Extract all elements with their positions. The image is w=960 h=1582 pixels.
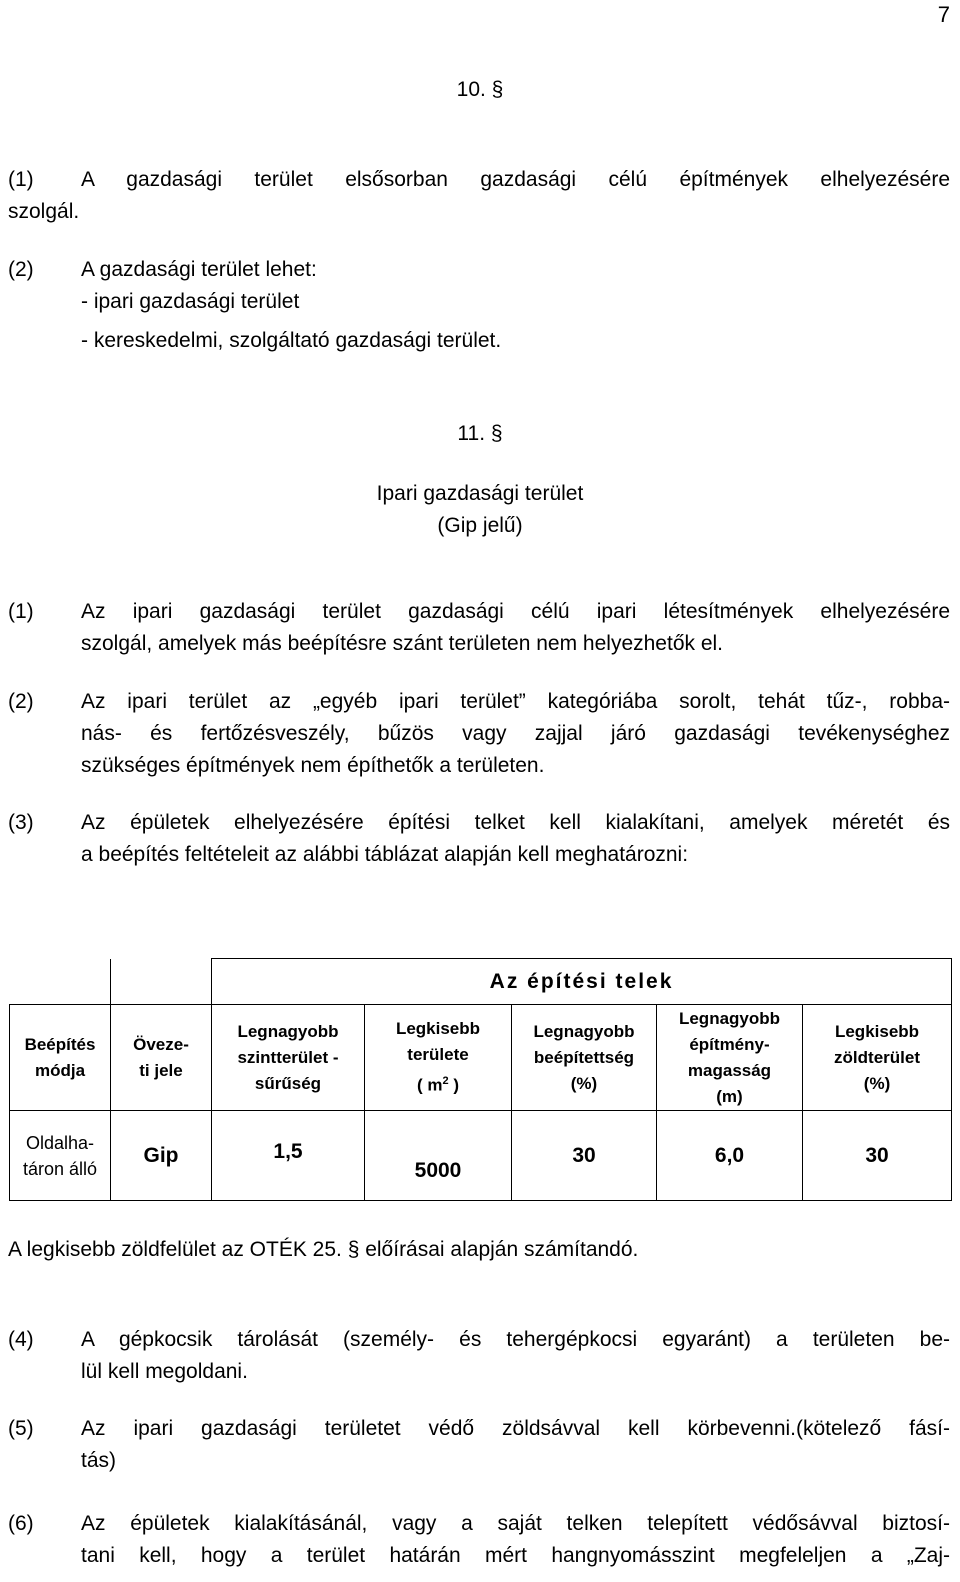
s11-p2-line1: Az ipari terület az „egyéb ipari terület” kategóriába sorolt, tehát tűz-, robba-: [81, 690, 950, 713]
col-header-min-green: Legkisebb zöldterület (%): [803, 1005, 952, 1111]
p5-line2: tás): [81, 1449, 117, 1472]
s11-p3-line1: Az épületek elhelyezésére építési telket kell kialakítani, amelyek méretét és: [81, 811, 950, 834]
s11-p2-line2: nás- és fertőzésveszély, bűzös vagy zajjal járó gazdasági tevékenységhez: [81, 722, 950, 745]
p4-line2: lül kell megoldani.: [81, 1360, 248, 1383]
cell-zone: Gip: [111, 1111, 212, 1201]
p6-line2: tani kell, hogy a terület határán mért hangnyomásszint megfeleljen a „Zaj-: [81, 1544, 950, 1567]
cell-density: 1,5: [212, 1111, 365, 1201]
page-number: 7: [937, 2, 950, 27]
s11-p2-line3: szükséges építmények nem építhetők a területen.: [81, 754, 545, 777]
p6-num: (6): [8, 1512, 34, 1535]
col-header-min-area: Legkisebb területe ( $m^2$ ): [365, 1005, 512, 1111]
p5-line1: Az ipari gazdasági területet védő zöldsávval kell körbevenni.(kötelező fásí-: [81, 1417, 950, 1440]
cell-max-height: 6,0: [657, 1111, 803, 1201]
s10-p2-num: (2): [8, 258, 34, 281]
s10-p2-line1: A gazdasági terület lehet:: [81, 258, 317, 281]
p4-line1: A gépkocsik tárolását (személy- és tehergépkocsi egyaránt) a területen be-: [81, 1328, 950, 1351]
s11-p1-num: (1): [8, 600, 34, 623]
cell-min-area: 5000: [365, 1111, 512, 1201]
s11-p2-num: (2): [8, 690, 34, 713]
section-11-title: 11. §: [457, 422, 503, 445]
s11-p1-line2: szolgál, amelyek más beépítésre szánt területen nem helyezhetők el.: [81, 632, 724, 655]
cell-max-coverage: 30: [512, 1111, 657, 1201]
table-group-header: Az építési telek: [212, 959, 952, 1005]
s11-p1-line1: Az ipari gazdasági terület gazdasági célú ipari létesítmények elhelyezésére: [81, 600, 950, 623]
section-11-subtitle: Ipari gazdasági terület: [376, 482, 584, 505]
col-header-max-coverage: Legnagyobb beépítettség (%): [512, 1005, 657, 1111]
s10-p2-item2: - kereskedelmi, szolgáltató gazdasági terület.: [81, 329, 502, 352]
cell-min-green: 30: [803, 1111, 952, 1201]
col-header-density: Legnagyobb szintterület - sűrűség: [212, 1005, 365, 1111]
s11-p3-line2: a beépítés feltételeit az alábbi táblázat alapján kell meghatározni:: [81, 843, 689, 866]
p6-line1: Az épületek kialakításánál, vagy a saját telken telepített védősávval biztosí-: [81, 1512, 950, 1535]
s10-p1-line1: A gazdasági terület elsősorban gazdasági célú építmények elhelyezésére: [81, 168, 950, 191]
table-row: [10, 1111, 952, 1201]
green-area-note: A legkisebb zöldfelület az OTÉK 25. § előírásai alapján számítandó.: [8, 1238, 639, 1261]
col-header-max-height: Legnagyobb építmény- magasság (m): [657, 1005, 803, 1111]
s10-p2-item1: - ipari gazdasági terület: [81, 290, 300, 313]
p4-num: (4): [8, 1328, 34, 1351]
building-plot-table: [9, 958, 952, 1201]
s11-p3-num: (3): [8, 811, 34, 834]
cell-mode: Oldalha- táron álló: [10, 1111, 111, 1201]
col-header-zone: Öveze- ti jele: [111, 1005, 212, 1111]
p5-num: (5): [8, 1417, 34, 1440]
s10-p1-num: (1): [8, 168, 34, 191]
s10-p1-line2: szolgál.: [8, 200, 80, 223]
section-11-subtitle2: (Gip jelű): [437, 514, 523, 537]
section-10-title: 10. §: [456, 78, 504, 101]
col-header-mode: Beépítés módja: [10, 1005, 111, 1111]
